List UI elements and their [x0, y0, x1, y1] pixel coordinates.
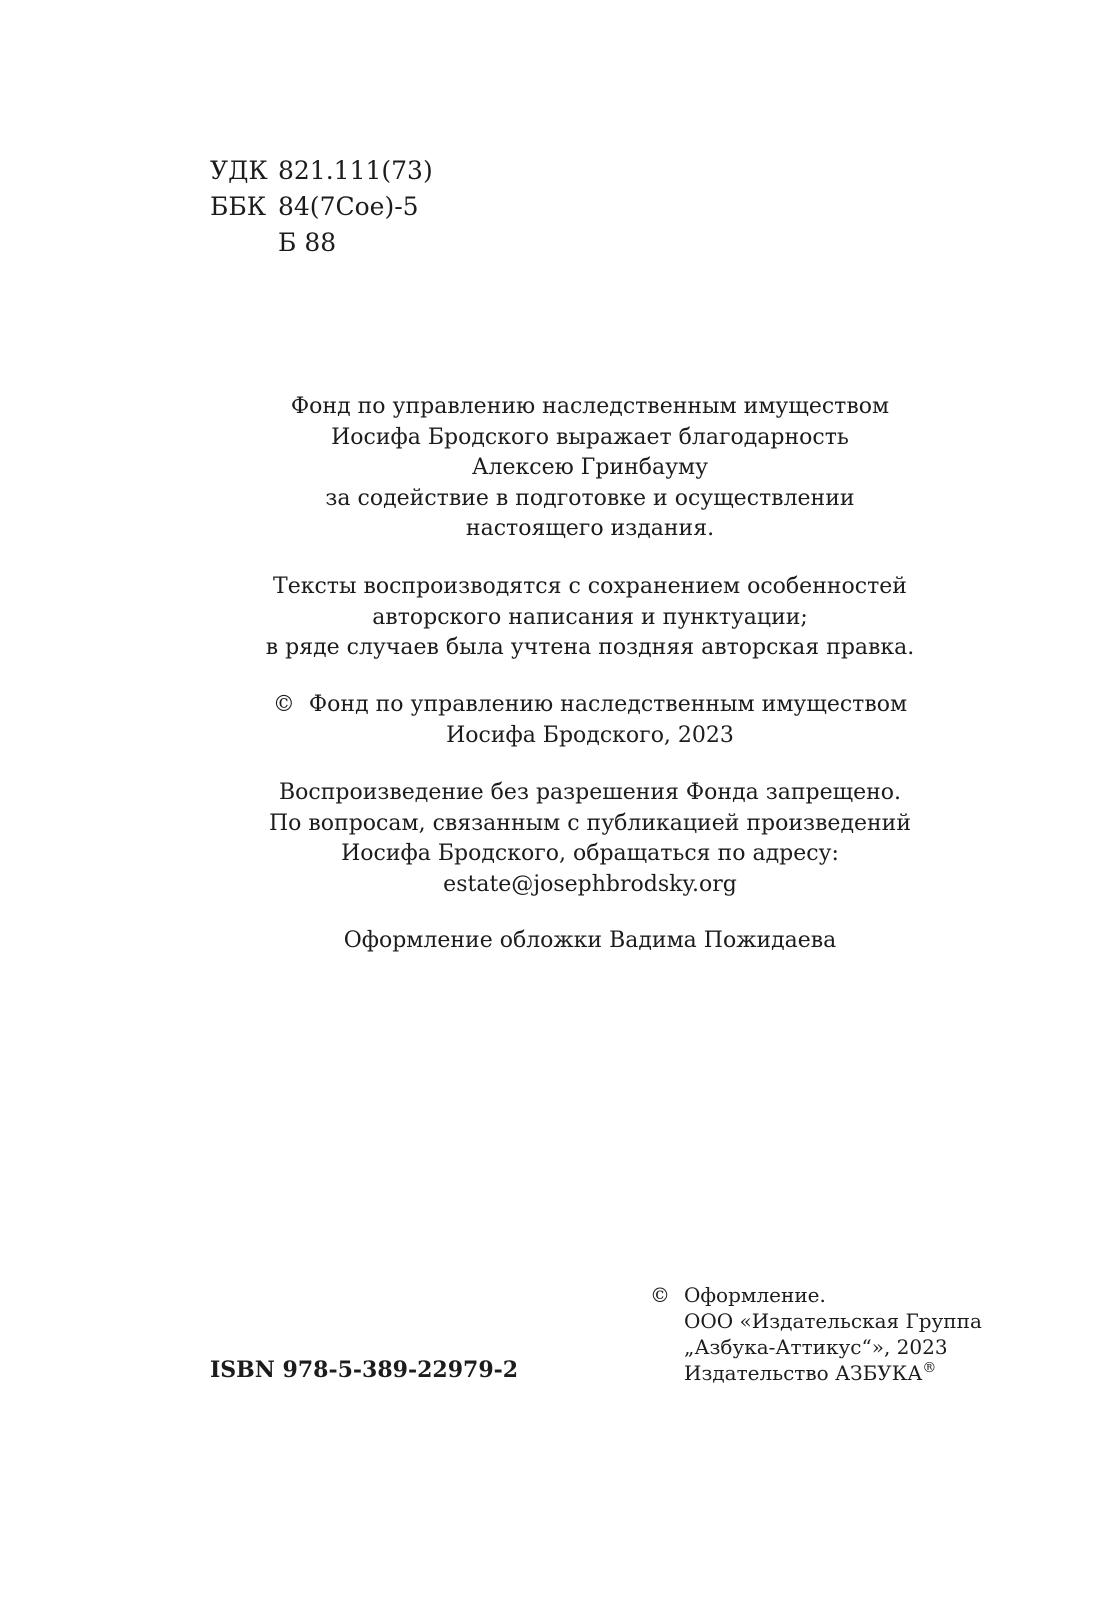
udk-row — [210, 153, 433, 189]
imprint-line: ООО «Издательская Группа — [684, 1309, 982, 1333]
bbk-label: ББК — [210, 192, 267, 221]
contact-email: estate@josephbrodsky.org — [443, 871, 737, 897]
author-mark-row — [210, 225, 433, 261]
copyright-line: Иосифа Бродского, 2023 — [446, 722, 734, 748]
cover-design-credit — [250, 926, 930, 957]
copyright-holder: Фонд по управлению наследственным имуществом — [308, 692, 908, 717]
acknowledgement-line: Алексею Гринбауму — [471, 455, 709, 480]
copyright-icon: © — [650, 1283, 670, 1307]
texts-note-paragraph — [250, 572, 930, 664]
cover-design-line: Оформление обложки Вадима Пожидаева — [343, 928, 837, 953]
reproduction-line: По вопросам, связанным с публикацией произведений — [269, 810, 911, 836]
registered-trademark-icon: ® — [922, 1360, 937, 1376]
acknowledgement-paragraph — [250, 392, 930, 545]
copyright-paragraph — [250, 690, 930, 751]
acknowledgement-line: Фонд по управлению наследственным имуществом — [290, 394, 890, 419]
texts-note-line: авторского написания и пунктуации; — [372, 604, 808, 630]
imprint-line: „Азбука-Аттикус“», 2023 — [684, 1335, 948, 1359]
publisher-name: Издательство АЗБУКА — [684, 1361, 923, 1385]
udk-label: УДК — [210, 156, 268, 185]
publisher-imprint — [650, 1282, 982, 1386]
reproduction-line: Иосифа Бродского, обращаться по адресу: — [341, 841, 839, 866]
acknowledgement-line: Иосифа Бродского выражает благодарность — [331, 424, 849, 450]
isbn: ISBN 978-5-389-22979-2 — [210, 1357, 519, 1383]
reproduction-paragraph — [250, 778, 930, 900]
texts-note-line: Тексты воспроизводятся с сохранением особенностей — [273, 574, 907, 599]
texts-note-line: в ряде случаев была учтена поздняя авторская правка. — [265, 635, 915, 660]
acknowledgement-line: настоящего издания. — [465, 516, 715, 541]
bbk-row — [210, 189, 433, 225]
copyright-icon: © — [272, 692, 295, 717]
copyright-line — [250, 690, 930, 721]
reproduction-line: Воспроизведение без разрешения Фонда запрещено. — [278, 780, 901, 805]
classification-codes — [210, 153, 433, 261]
bbk-value: 84(7Сое)-5 — [278, 192, 419, 221]
acknowledgement-line: за содействие в подготовке и осуществлении — [325, 485, 855, 511]
udk-value: 821.111(73) — [278, 156, 433, 185]
author-mark: Б 88 — [278, 228, 337, 257]
imprint-line: Оформление. — [684, 1283, 826, 1307]
